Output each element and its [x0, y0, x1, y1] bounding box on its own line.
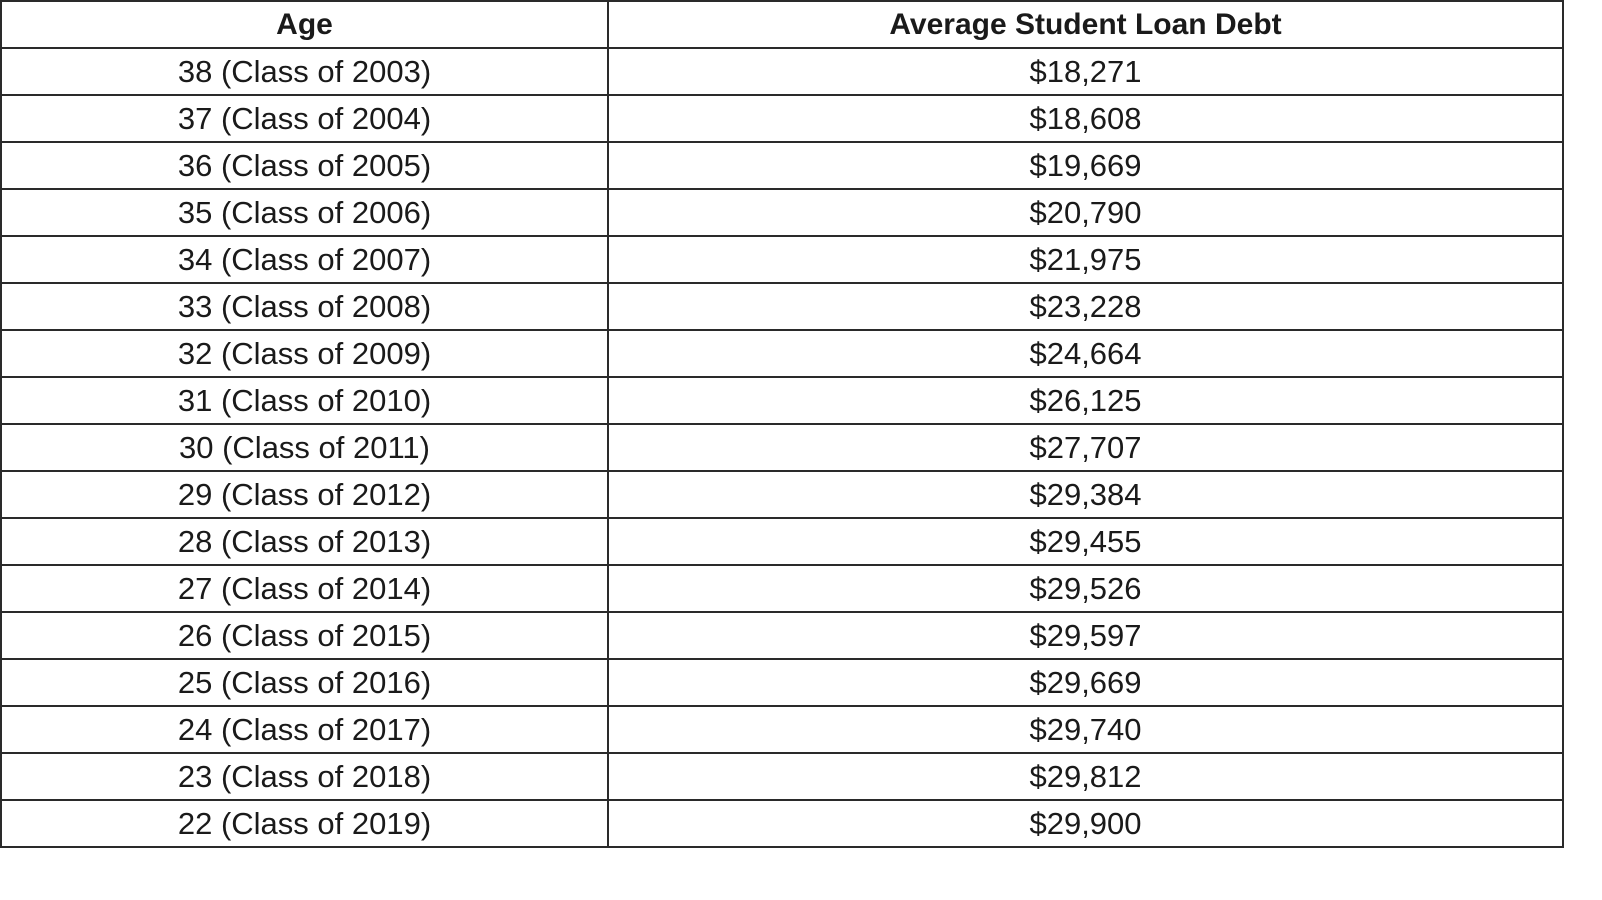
- table-row: [1, 612, 1563, 659]
- cell-average-debt: $29,740: [608, 706, 1563, 753]
- cell-age: 24 (Class of 2017): [1, 706, 608, 753]
- table-row: [1, 95, 1563, 142]
- cell-age: 35 (Class of 2006): [1, 189, 608, 236]
- header-age: Age: [1, 1, 608, 48]
- table-row: [1, 189, 1563, 236]
- cell-age: 28 (Class of 2013): [1, 518, 608, 565]
- cell-age: 26 (Class of 2015): [1, 612, 608, 659]
- cell-age: 32 (Class of 2009): [1, 330, 608, 377]
- table-row: [1, 377, 1563, 424]
- cell-age: 30 (Class of 2011): [1, 424, 608, 471]
- cell-average-debt: $29,384: [608, 471, 1563, 518]
- table-row: [1, 48, 1563, 95]
- cell-average-debt: $27,707: [608, 424, 1563, 471]
- cell-age: 25 (Class of 2016): [1, 659, 608, 706]
- cell-average-debt: $18,271: [608, 48, 1563, 95]
- cell-average-debt: $29,812: [608, 753, 1563, 800]
- cell-average-debt: $23,228: [608, 283, 1563, 330]
- cell-age: 22 (Class of 2019): [1, 800, 608, 847]
- table-row: [1, 518, 1563, 565]
- cell-average-debt: $20,790: [608, 189, 1563, 236]
- cell-average-debt: $29,526: [608, 565, 1563, 612]
- header-average-debt: Average Student Loan Debt: [608, 1, 1563, 48]
- cell-age: 23 (Class of 2018): [1, 753, 608, 800]
- table-row: [1, 800, 1563, 847]
- cell-age: 31 (Class of 2010): [1, 377, 608, 424]
- cell-average-debt: $24,664: [608, 330, 1563, 377]
- cell-age: 37 (Class of 2004): [1, 95, 608, 142]
- cell-average-debt: $29,455: [608, 518, 1563, 565]
- cell-age: 33 (Class of 2008): [1, 283, 608, 330]
- table-row: [1, 330, 1563, 377]
- cell-average-debt: $26,125: [608, 377, 1563, 424]
- cell-average-debt: $29,669: [608, 659, 1563, 706]
- cell-average-debt: $29,900: [608, 800, 1563, 847]
- table-row: [1, 706, 1563, 753]
- cell-age: 36 (Class of 2005): [1, 142, 608, 189]
- cell-age: 29 (Class of 2012): [1, 471, 608, 518]
- table-row: [1, 565, 1563, 612]
- table-row: [1, 142, 1563, 189]
- cell-average-debt: $21,975: [608, 236, 1563, 283]
- header-row: [1, 1, 1563, 48]
- cell-average-debt: $19,669: [608, 142, 1563, 189]
- table-row: [1, 236, 1563, 283]
- cell-age: 38 (Class of 2003): [1, 48, 608, 95]
- table-body: [1, 48, 1563, 847]
- table-row: [1, 424, 1563, 471]
- table-row: [1, 753, 1563, 800]
- table-row: [1, 471, 1563, 518]
- table-row: [1, 659, 1563, 706]
- cell-average-debt: $29,597: [608, 612, 1563, 659]
- cell-age: 27 (Class of 2014): [1, 565, 608, 612]
- table-row: [1, 283, 1563, 330]
- cell-average-debt: $18,608: [608, 95, 1563, 142]
- cell-age: 34 (Class of 2007): [1, 236, 608, 283]
- table-header: [1, 1, 1563, 48]
